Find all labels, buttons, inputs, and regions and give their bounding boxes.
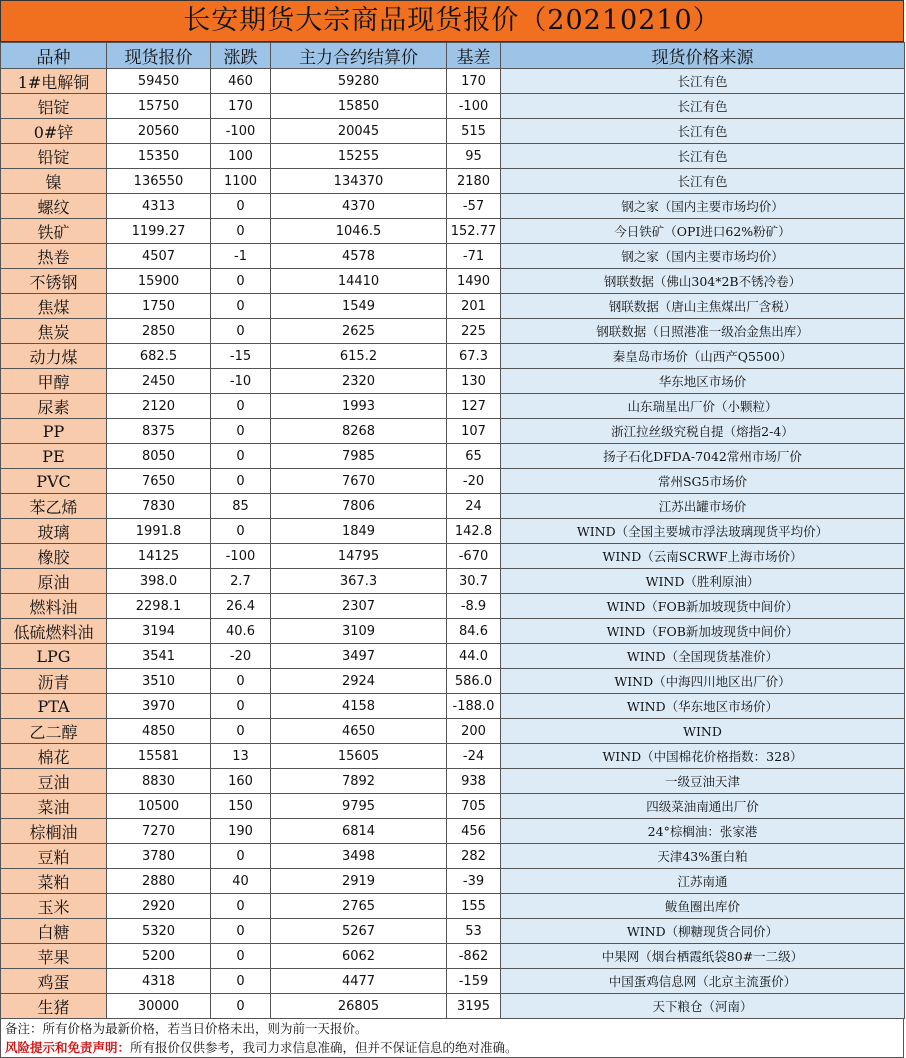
cell-source: 天津43%蛋白粕 — [501, 844, 905, 869]
cell-basis: -100 — [447, 94, 501, 119]
cell-basis: 3195 — [447, 994, 501, 1019]
table-row — [1, 894, 905, 919]
cell-change: -1 — [211, 244, 271, 269]
cell-settlement: 615.2 — [271, 344, 447, 369]
cell-source: WIND（FOB新加坡现货中间价） — [501, 594, 905, 619]
table-row — [1, 444, 905, 469]
cell-basis: 155 — [447, 894, 501, 919]
cell-source: WIND（全国现货基准价） — [501, 644, 905, 669]
cell-basis: 67.3 — [447, 344, 501, 369]
cell-change: 0 — [211, 969, 271, 994]
cell-spot-price: 1199.27 — [107, 219, 211, 244]
table-row — [1, 269, 905, 294]
cell-source: 24°棕榈油：张家港 — [501, 819, 905, 844]
cell-settlement: 7985 — [271, 444, 447, 469]
cell-spot-price: 4318 — [107, 969, 211, 994]
cell-change: -15 — [211, 344, 271, 369]
table-row — [1, 144, 905, 169]
cell-variety: 苯乙烯 — [1, 494, 107, 519]
price-table — [0, 42, 905, 1019]
cell-basis: 201 — [447, 294, 501, 319]
table-row — [1, 494, 905, 519]
table-row — [1, 994, 905, 1019]
cell-source: 秦皇岛市场价（山西产Q5500） — [501, 344, 905, 369]
cell-basis: 142.8 — [447, 519, 501, 544]
cell-spot-price: 8050 — [107, 444, 211, 469]
cell-spot-price: 2450 — [107, 369, 211, 394]
table-row — [1, 944, 905, 969]
table-row — [1, 594, 905, 619]
cell-settlement: 2919 — [271, 869, 447, 894]
cell-basis: 44.0 — [447, 644, 501, 669]
cell-change: 40.6 — [211, 619, 271, 644]
cell-source: 长江有色 — [501, 69, 905, 94]
header-spot-price: 现货报价 — [107, 43, 211, 69]
cell-source: WIND（云南SCRWF上海市场价） — [501, 544, 905, 569]
cell-spot-price: 5320 — [107, 919, 211, 944]
cell-source: 钢联数据（日照港准一级冶金焦出库） — [501, 319, 905, 344]
cell-variety: 棉花 — [1, 744, 107, 769]
cell-settlement: 14410 — [271, 269, 447, 294]
cell-source: WIND（柳糖现货合同价） — [501, 919, 905, 944]
cell-variety: 燃料油 — [1, 594, 107, 619]
cell-variety: 玉米 — [1, 894, 107, 919]
cell-spot-price: 2920 — [107, 894, 211, 919]
table-row — [1, 544, 905, 569]
cell-settlement: 15605 — [271, 744, 447, 769]
cell-source: WIND（中国棉花价格指数：328） — [501, 744, 905, 769]
table-row — [1, 769, 905, 794]
cell-variety: 豆粕 — [1, 844, 107, 869]
table-row — [1, 644, 905, 669]
cell-basis: -57 — [447, 194, 501, 219]
cell-spot-price: 2850 — [107, 319, 211, 344]
cell-basis: 938 — [447, 769, 501, 794]
cell-change: 0 — [211, 219, 271, 244]
cell-basis: 65 — [447, 444, 501, 469]
cell-spot-price: 3510 — [107, 669, 211, 694]
table-row — [1, 519, 905, 544]
cell-spot-price: 1750 — [107, 294, 211, 319]
cell-settlement: 3497 — [271, 644, 447, 669]
cell-spot-price: 398.0 — [107, 569, 211, 594]
cell-basis: 152.77 — [447, 219, 501, 244]
cell-settlement: 14795 — [271, 544, 447, 569]
cell-basis: 1490 — [447, 269, 501, 294]
cell-settlement: 1549 — [271, 294, 447, 319]
cell-spot-price: 7830 — [107, 494, 211, 519]
cell-change: 0 — [211, 469, 271, 494]
table-row — [1, 419, 905, 444]
cell-basis: 456 — [447, 819, 501, 844]
header-basis: 基差 — [447, 43, 501, 69]
cell-source: 江苏南通 — [501, 869, 905, 894]
cell-settlement: 7806 — [271, 494, 447, 519]
cell-settlement: 15255 — [271, 144, 447, 169]
cell-change: 0 — [211, 269, 271, 294]
table-row — [1, 369, 905, 394]
cell-source: 钢之家（国内主要市场均价） — [501, 194, 905, 219]
cell-variety: 菜油 — [1, 794, 107, 819]
cell-variety: 棕榈油 — [1, 819, 107, 844]
header-change: 涨跌 — [211, 43, 271, 69]
cell-settlement: 4158 — [271, 694, 447, 719]
cell-source: 长江有色 — [501, 169, 905, 194]
cell-spot-price: 4850 — [107, 719, 211, 744]
cell-change: 190 — [211, 819, 271, 844]
cell-source: 中果网（烟台栖霞纸袋80#一二级） — [501, 944, 905, 969]
cell-source: WIND — [501, 719, 905, 744]
cell-variety: 不锈钢 — [1, 269, 107, 294]
header-variety: 品种 — [1, 43, 107, 69]
cell-change: 170 — [211, 94, 271, 119]
cell-spot-price: 8830 — [107, 769, 211, 794]
cell-variety: 生猪 — [1, 994, 107, 1019]
cell-spot-price: 15350 — [107, 144, 211, 169]
cell-variety: PE — [1, 444, 107, 469]
cell-variety: 铁矿 — [1, 219, 107, 244]
cell-change: 150 — [211, 794, 271, 819]
cell-settlement: 3498 — [271, 844, 447, 869]
cell-settlement: 1046.5 — [271, 219, 447, 244]
cell-settlement: 2320 — [271, 369, 447, 394]
cell-source: 常州SG5市场价 — [501, 469, 905, 494]
cell-source: 扬子石化DFDA-7042常州市场厂价 — [501, 444, 905, 469]
cell-settlement: 7670 — [271, 469, 447, 494]
cell-variety: 1#电解铜 — [1, 69, 107, 94]
cell-basis: -862 — [447, 944, 501, 969]
cell-change: 40 — [211, 869, 271, 894]
cell-basis: -8.9 — [447, 594, 501, 619]
cell-settlement: 2307 — [271, 594, 447, 619]
cell-settlement: 4650 — [271, 719, 447, 744]
cell-variety: 玻璃 — [1, 519, 107, 544]
cell-variety: 螺纹 — [1, 194, 107, 219]
cell-change: 0 — [211, 194, 271, 219]
cell-change: 0 — [211, 519, 271, 544]
cell-change: -100 — [211, 544, 271, 569]
cell-basis: 84.6 — [447, 619, 501, 644]
cell-change: 0 — [211, 444, 271, 469]
table-row — [1, 394, 905, 419]
table-row — [1, 794, 905, 819]
cell-variety: 镍 — [1, 169, 107, 194]
cell-variety: LPG — [1, 644, 107, 669]
cell-basis: 515 — [447, 119, 501, 144]
cell-basis: 130 — [447, 369, 501, 394]
cell-basis: 107 — [447, 419, 501, 444]
cell-basis: -20 — [447, 469, 501, 494]
cell-spot-price: 15581 — [107, 744, 211, 769]
cell-spot-price: 15900 — [107, 269, 211, 294]
cell-basis: -159 — [447, 969, 501, 994]
cell-change: 0 — [211, 294, 271, 319]
sheet-title: 长安期货大宗商品现货报价（20210210） — [0, 0, 904, 42]
cell-variety: PP — [1, 419, 107, 444]
cell-source: 四级菜油南通出厂价 — [501, 794, 905, 819]
cell-variety: 鸡蛋 — [1, 969, 107, 994]
cell-spot-price: 682.5 — [107, 344, 211, 369]
cell-source: WIND（中海四川地区出厂价） — [501, 669, 905, 694]
cell-spot-price: 30000 — [107, 994, 211, 1019]
cell-settlement: 4578 — [271, 244, 447, 269]
cell-settlement: 7892 — [271, 769, 447, 794]
cell-spot-price: 14125 — [107, 544, 211, 569]
cell-spot-price: 10500 — [107, 794, 211, 819]
cell-variety: 橡胶 — [1, 544, 107, 569]
cell-spot-price: 59450 — [107, 69, 211, 94]
table-row — [1, 819, 905, 844]
cell-change: 0 — [211, 944, 271, 969]
cell-source: 天下粮仓（河南） — [501, 994, 905, 1019]
cell-spot-price: 5200 — [107, 944, 211, 969]
cell-settlement: 134370 — [271, 169, 447, 194]
cell-spot-price: 4507 — [107, 244, 211, 269]
footnote: 备注：所有价格为最新价格，若当日价格未出，则为前一天报价。 — [0, 1019, 904, 1039]
cell-change: 0 — [211, 894, 271, 919]
cell-change: 0 — [211, 319, 271, 344]
cell-settlement: 8268 — [271, 419, 447, 444]
cell-variety: 尿素 — [1, 394, 107, 419]
cell-settlement: 1993 — [271, 394, 447, 419]
cell-source: 江苏出罐市场价 — [501, 494, 905, 519]
cell-variety: PVC — [1, 469, 107, 494]
header-row — [1, 43, 905, 69]
cell-spot-price: 2298.1 — [107, 594, 211, 619]
cell-basis: 2180 — [447, 169, 501, 194]
cell-settlement: 59280 — [271, 69, 447, 94]
table-row — [1, 669, 905, 694]
cell-change: 0 — [211, 394, 271, 419]
table-row — [1, 319, 905, 344]
disclaimer-label: 风险提示和免责声明： — [5, 1040, 131, 1055]
cell-change: 85 — [211, 494, 271, 519]
table-row — [1, 219, 905, 244]
cell-variety: 甲醇 — [1, 369, 107, 394]
cell-change: -100 — [211, 119, 271, 144]
cell-settlement: 367.3 — [271, 569, 447, 594]
cell-settlement: 20045 — [271, 119, 447, 144]
cell-change: 100 — [211, 144, 271, 169]
cell-change: 0 — [211, 994, 271, 1019]
cell-variety: 沥青 — [1, 669, 107, 694]
cell-settlement: 1849 — [271, 519, 447, 544]
cell-spot-price: 3780 — [107, 844, 211, 869]
cell-basis: 282 — [447, 844, 501, 869]
cell-settlement: 4370 — [271, 194, 447, 219]
cell-spot-price: 4313 — [107, 194, 211, 219]
disclaimer — [0, 1038, 904, 1058]
cell-variety: 铝锭 — [1, 94, 107, 119]
cell-spot-price: 136550 — [107, 169, 211, 194]
cell-change: 2.7 — [211, 569, 271, 594]
cell-variety: 乙二醇 — [1, 719, 107, 744]
cell-spot-price: 8375 — [107, 419, 211, 444]
cell-source: 钢之家（国内主要市场均价） — [501, 244, 905, 269]
table-row — [1, 244, 905, 269]
cell-settlement: 6814 — [271, 819, 447, 844]
table-row — [1, 744, 905, 769]
cell-change: 26.4 — [211, 594, 271, 619]
table-row — [1, 94, 905, 119]
table-row — [1, 969, 905, 994]
cell-source: 钢联数据（唐山主焦煤出厂含税） — [501, 294, 905, 319]
cell-variety: 0#锌 — [1, 119, 107, 144]
cell-spot-price: 3970 — [107, 694, 211, 719]
table-row — [1, 869, 905, 894]
cell-variety: 豆油 — [1, 769, 107, 794]
cell-variety: 菜粕 — [1, 869, 107, 894]
cell-spot-price: 7650 — [107, 469, 211, 494]
table-row — [1, 569, 905, 594]
cell-variety: PTA — [1, 694, 107, 719]
table-row — [1, 719, 905, 744]
cell-source: 山东瑞星出厂价（小颗粒） — [501, 394, 905, 419]
cell-settlement: 26805 — [271, 994, 447, 1019]
cell-change: 0 — [211, 419, 271, 444]
cell-settlement: 2765 — [271, 894, 447, 919]
cell-basis: -188.0 — [447, 694, 501, 719]
table-row — [1, 344, 905, 369]
cell-settlement: 15850 — [271, 94, 447, 119]
cell-basis: 170 — [447, 69, 501, 94]
cell-variety: 铅锭 — [1, 144, 107, 169]
cell-variety: 苹果 — [1, 944, 107, 969]
table-row — [1, 619, 905, 644]
cell-source: 长江有色 — [501, 94, 905, 119]
table-row — [1, 194, 905, 219]
table-row — [1, 919, 905, 944]
cell-settlement: 9795 — [271, 794, 447, 819]
table-row — [1, 169, 905, 194]
cell-basis: 200 — [447, 719, 501, 744]
cell-change: 13 — [211, 744, 271, 769]
cell-settlement: 6062 — [271, 944, 447, 969]
cell-source: 长江有色 — [501, 144, 905, 169]
cell-source: WIND（华东地区市场价） — [501, 694, 905, 719]
cell-change: -20 — [211, 644, 271, 669]
table-row — [1, 469, 905, 494]
cell-change: 160 — [211, 769, 271, 794]
table-row — [1, 694, 905, 719]
cell-basis: 225 — [447, 319, 501, 344]
cell-spot-price: 7270 — [107, 819, 211, 844]
table-row — [1, 294, 905, 319]
cell-spot-price: 20560 — [107, 119, 211, 144]
disclaimer-text: 所有报价仅供参考，我司力求信息准确，但并不保证信息的绝对准确。 — [130, 1040, 518, 1055]
cell-basis: -24 — [447, 744, 501, 769]
cell-spot-price: 15750 — [107, 94, 211, 119]
cell-source: WIND（全国主要城市浮法玻璃现货平均价） — [501, 519, 905, 544]
cell-change: 0 — [211, 719, 271, 744]
cell-settlement: 5267 — [271, 919, 447, 944]
cell-variety: 动力煤 — [1, 344, 107, 369]
cell-basis: -71 — [447, 244, 501, 269]
cell-source: 华东地区市场价 — [501, 369, 905, 394]
cell-change: -10 — [211, 369, 271, 394]
header-settlement: 主力合约结算价 — [271, 43, 447, 69]
cell-settlement: 3109 — [271, 619, 447, 644]
cell-basis: 127 — [447, 394, 501, 419]
cell-change: 0 — [211, 694, 271, 719]
cell-basis: 95 — [447, 144, 501, 169]
cell-spot-price: 3541 — [107, 644, 211, 669]
cell-change: 0 — [211, 844, 271, 869]
table-row — [1, 119, 905, 144]
cell-basis: 24 — [447, 494, 501, 519]
cell-basis: 30.7 — [447, 569, 501, 594]
cell-basis: -39 — [447, 869, 501, 894]
cell-source: 中国蛋鸡信息网（北京主流蛋价） — [501, 969, 905, 994]
cell-source: 鲅鱼圈出库价 — [501, 894, 905, 919]
cell-variety: 焦炭 — [1, 319, 107, 344]
cell-basis: 53 — [447, 919, 501, 944]
cell-variety: 热卷 — [1, 244, 107, 269]
cell-spot-price: 2120 — [107, 394, 211, 419]
cell-variety: 低硫燃料油 — [1, 619, 107, 644]
cell-basis: 705 — [447, 794, 501, 819]
header-source: 现货价格来源 — [501, 43, 905, 69]
cell-spot-price: 3194 — [107, 619, 211, 644]
cell-variety: 原油 — [1, 569, 107, 594]
cell-variety: 白糖 — [1, 919, 107, 944]
cell-settlement: 2625 — [271, 319, 447, 344]
cell-basis: -670 — [447, 544, 501, 569]
cell-change: 460 — [211, 69, 271, 94]
cell-spot-price: 1991.8 — [107, 519, 211, 544]
cell-change: 0 — [211, 919, 271, 944]
cell-source: 长江有色 — [501, 119, 905, 144]
cell-source: WIND（FOB新加坡现货中间价） — [501, 619, 905, 644]
cell-source: 今日铁矿（OPI进口62%粉矿） — [501, 219, 905, 244]
table-row — [1, 69, 905, 94]
cell-basis: 586.0 — [447, 669, 501, 694]
cell-source: 浙江拉丝级究税自提（熔指2-4） — [501, 419, 905, 444]
table-row — [1, 844, 905, 869]
cell-variety: 焦煤 — [1, 294, 107, 319]
cell-change: 1100 — [211, 169, 271, 194]
cell-source: 一级豆油天津 — [501, 769, 905, 794]
cell-spot-price: 2880 — [107, 869, 211, 894]
cell-change: 0 — [211, 669, 271, 694]
cell-source: 钢联数据（佛山304*2B不锈冷卷） — [501, 269, 905, 294]
cell-settlement: 4477 — [271, 969, 447, 994]
cell-source: WIND（胜利原油） — [501, 569, 905, 594]
cell-settlement: 2924 — [271, 669, 447, 694]
